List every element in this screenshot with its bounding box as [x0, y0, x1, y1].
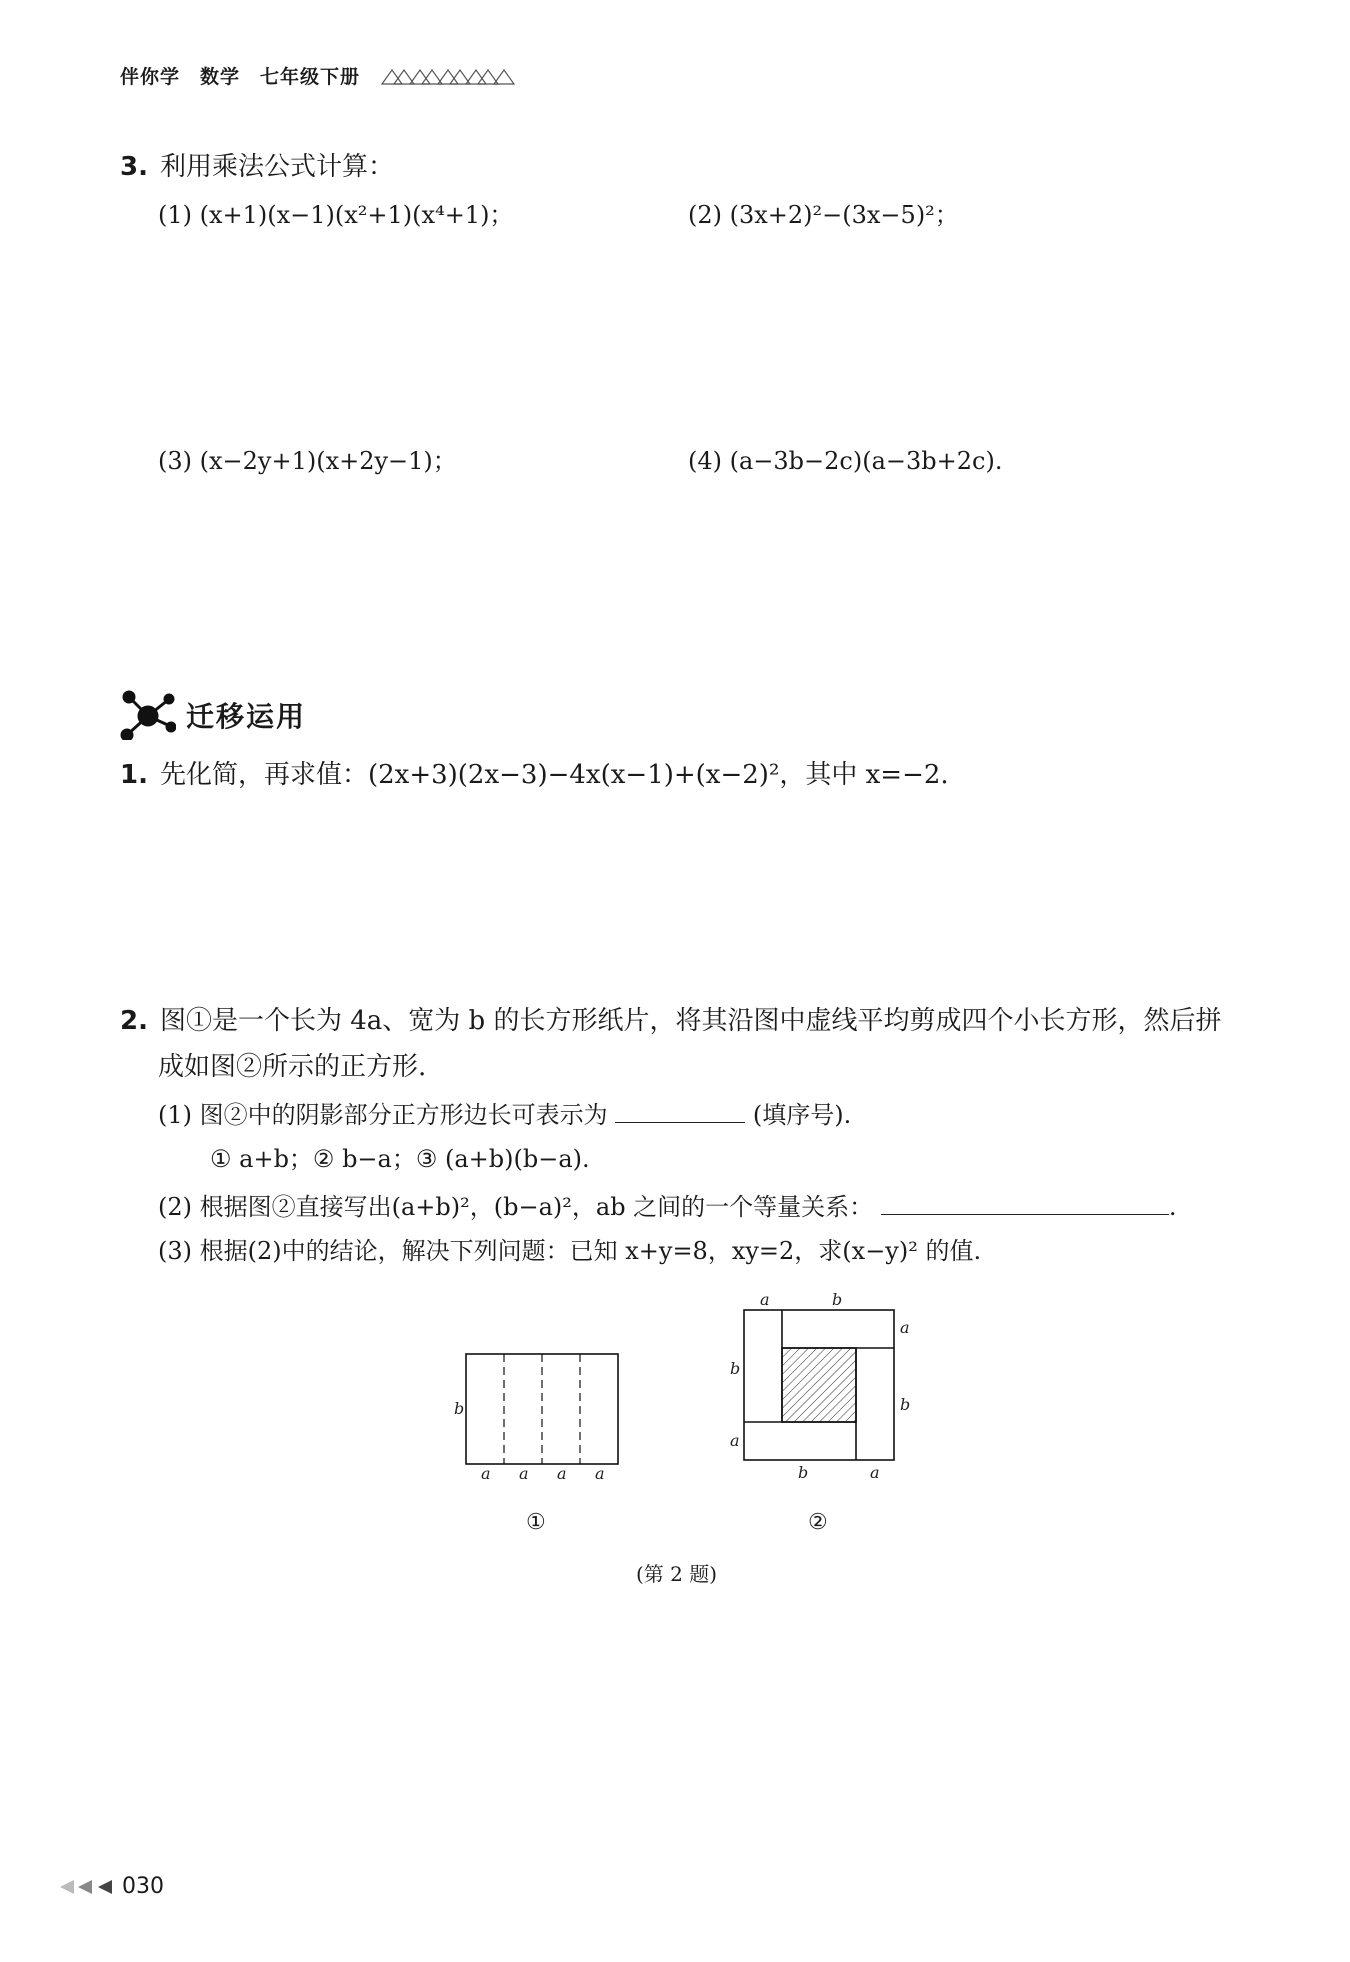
- part-1-text: (1) 图②中的阴影部分正方形边长可表示为: [158, 1101, 608, 1129]
- label-a: a: [760, 1290, 770, 1309]
- label-a: a: [557, 1464, 567, 1482]
- subject-label: 数学: [200, 66, 241, 88]
- question-3: [120, 150, 394, 184]
- q2-options: ① a+b；② b−a；③ (a+b)(b−a).: [210, 1145, 590, 1173]
- figure-2: [724, 1288, 924, 1488]
- part-2-text: (2) 根据图②直接写出(a+b)²，(b−a)²，ab 之间的一个等量关系：: [158, 1193, 874, 1221]
- figure-1: [450, 1342, 630, 1482]
- triangle-decoration-icon: [380, 66, 530, 86]
- label-a: a: [870, 1463, 880, 1482]
- question-text-line-2: 成如图②所示的正方形.: [158, 1052, 427, 1082]
- section-heading: [120, 690, 306, 740]
- page-footer: [60, 1874, 164, 1899]
- book-title: 伴你学: [120, 66, 181, 88]
- figure-caption: (第 2 题): [636, 1562, 718, 1586]
- label-a: a: [730, 1431, 740, 1450]
- label-b: b: [454, 1399, 465, 1418]
- label-a: a: [900, 1318, 910, 1337]
- label-b: b: [900, 1395, 911, 1414]
- q2-part-3: (3) 根据(2)中的结论，解决下列问题：已知 x+y=8，xy=2，求(x−y)² 的值.: [158, 1237, 982, 1265]
- answer-blank-1[interactable]: [615, 1096, 745, 1123]
- page-number: 030: [122, 1874, 164, 1899]
- molecule-icon: [120, 690, 176, 740]
- q3-item-4: (4) (a−3b−2c)(a−3b+2c).: [688, 447, 1003, 475]
- figure-1-label: ①: [526, 1510, 546, 1535]
- arrow-left-icon: [60, 1880, 118, 1894]
- question-number: 1.: [120, 760, 148, 790]
- question-title: 利用乘法公式计算：: [159, 152, 394, 182]
- q2-part-1: [158, 1096, 851, 1132]
- page-header: [120, 62, 530, 89]
- q3-item-2: (2) (3x+2)²−(3x−5)²；: [688, 201, 959, 229]
- transfer-question-1: [120, 758, 949, 792]
- label-b: b: [798, 1463, 809, 1482]
- question-text-line-1: 图①是一个长为 4a、宽为 b 的长方形纸片，将其沿图中虚线平均剪成四个小长方形，然后拼: [159, 1006, 1222, 1036]
- grade-label: 七年级下册: [260, 66, 361, 88]
- figure-2-label: ②: [808, 1510, 828, 1535]
- transfer-question-2: [120, 1004, 1221, 1038]
- question-number: 3.: [120, 152, 148, 182]
- q3-item-1: (1) (x+1)(x−1)(x²+1)(x⁴+1)；: [158, 201, 514, 229]
- answer-blank-2[interactable]: [881, 1188, 1169, 1215]
- section-title: 迁移运用: [186, 700, 307, 733]
- part-2-tail: .: [1168, 1193, 1177, 1221]
- q2-part-2: [158, 1188, 1176, 1224]
- q3-item-3: (3) (x−2y+1)(x+2y−1)；: [158, 447, 457, 475]
- label-b: b: [730, 1359, 741, 1378]
- part-1-tail: (填序号).: [752, 1101, 852, 1129]
- question-text: 先化简，再求值：(2x+3)(2x−3)−4x(x−1)+(x−2)²，其中 x=−2.: [159, 760, 949, 790]
- label-a: a: [519, 1464, 529, 1482]
- label-a: a: [481, 1464, 491, 1482]
- label-a: a: [595, 1464, 605, 1482]
- label-b: b: [832, 1290, 843, 1309]
- question-number: 2.: [120, 1006, 148, 1036]
